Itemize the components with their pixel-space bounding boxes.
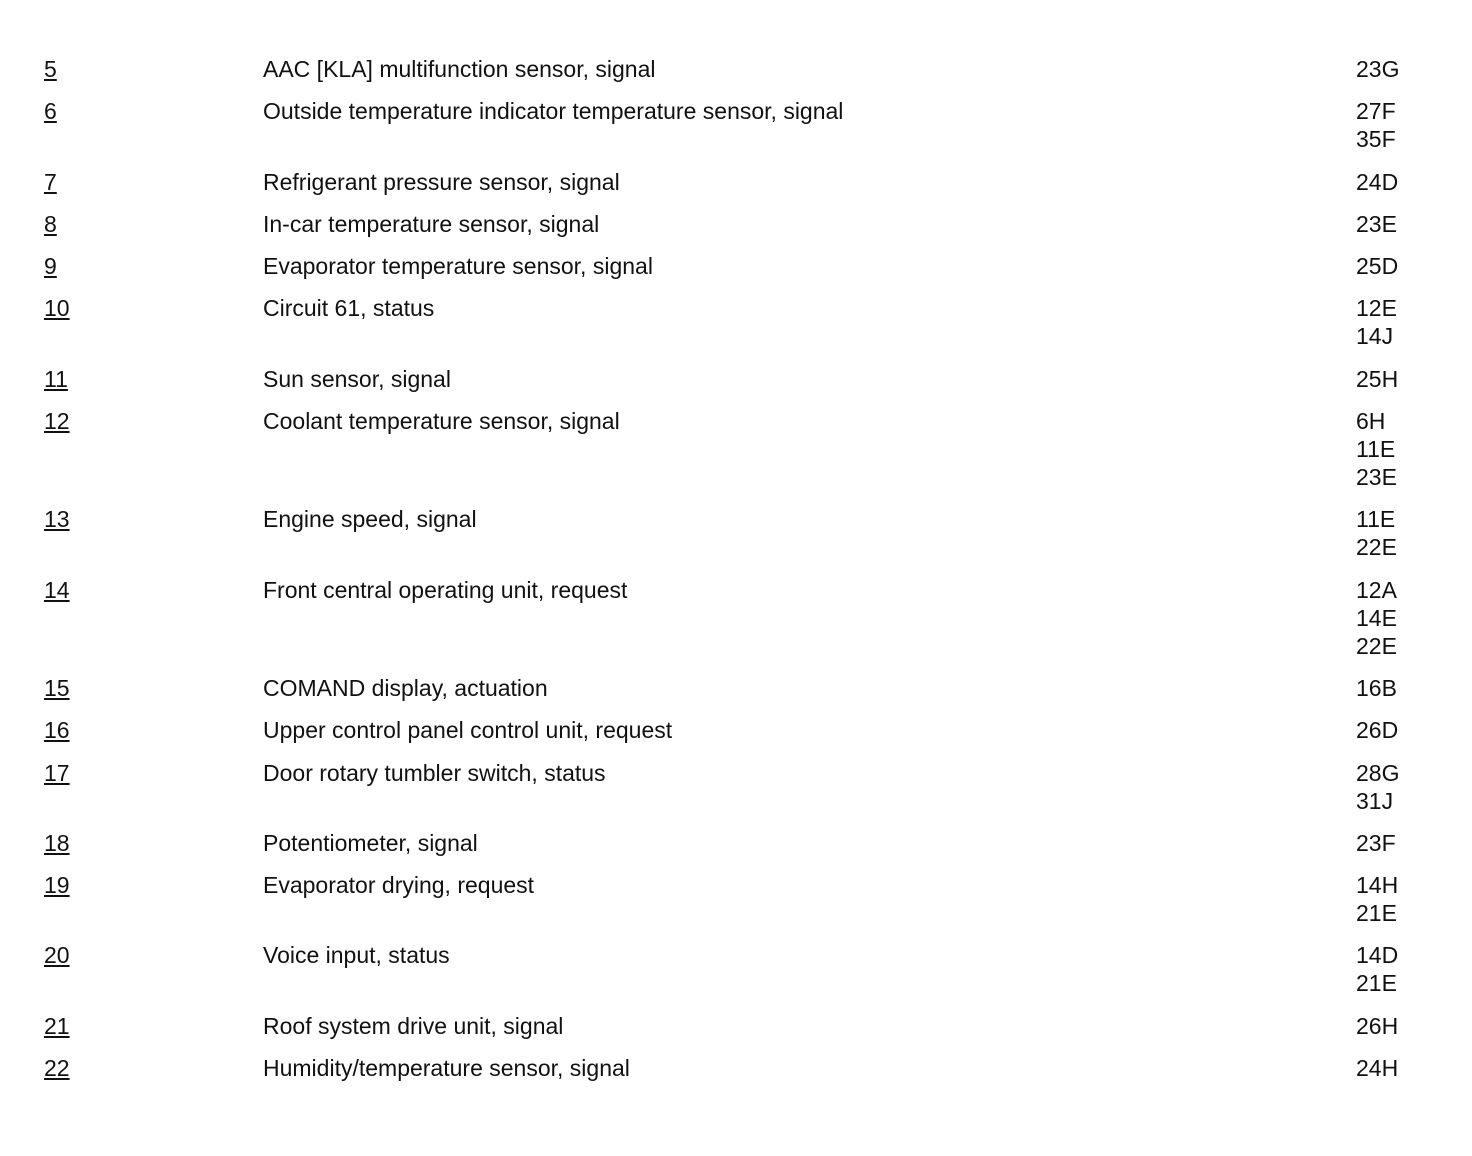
grid-reference: 14H bbox=[1356, 872, 1399, 899]
item-number-link[interactable]: 22 bbox=[44, 1055, 70, 1082]
legend-row bbox=[0, 168, 1472, 210]
item-number-link[interactable]: 10 bbox=[44, 295, 70, 322]
item-number-cell bbox=[0, 1012, 263, 1040]
grid-reference-list bbox=[1356, 829, 1456, 857]
legend-row bbox=[0, 871, 1472, 941]
item-number-cell bbox=[0, 407, 263, 435]
item-number-link[interactable]: 15 bbox=[44, 674, 70, 701]
grid-reference: 23E bbox=[1356, 464, 1397, 491]
grid-reference-list bbox=[1356, 576, 1456, 660]
legend-row bbox=[0, 252, 1472, 294]
grid-reference: 12A bbox=[1356, 576, 1397, 603]
legend-row bbox=[0, 210, 1472, 252]
legend-row bbox=[0, 365, 1472, 407]
item-number-cell bbox=[0, 97, 263, 125]
legend-row bbox=[0, 759, 1472, 829]
legend-row bbox=[0, 55, 1472, 97]
item-number-link[interactable]: 9 bbox=[44, 253, 57, 280]
item-description: Front central operating unit, request bbox=[263, 576, 628, 603]
item-number-cell bbox=[0, 505, 263, 533]
grid-reference: 12E bbox=[1356, 295, 1397, 322]
grid-reference: 22E bbox=[1356, 632, 1397, 659]
legend-row bbox=[0, 674, 1472, 716]
item-number-cell bbox=[0, 716, 263, 744]
item-number-cell bbox=[0, 168, 263, 196]
legend-row bbox=[0, 294, 1472, 364]
grid-reference-list bbox=[1356, 252, 1456, 280]
legend-row bbox=[0, 576, 1472, 674]
grid-reference-list bbox=[1356, 55, 1456, 83]
item-description: Humidity/temperature sensor, signal bbox=[263, 1055, 630, 1082]
item-description: Sun sensor, signal bbox=[263, 365, 451, 392]
grid-reference-list bbox=[1356, 505, 1456, 561]
signal-legend-list bbox=[0, 55, 1472, 1096]
grid-reference: 11E bbox=[1356, 506, 1396, 533]
grid-reference: 23G bbox=[1356, 56, 1400, 82]
grid-reference: 22E bbox=[1356, 534, 1397, 561]
grid-reference: 26H bbox=[1356, 1012, 1399, 1039]
item-description: Coolant temperature sensor, signal bbox=[263, 408, 620, 435]
grid-reference: 23F bbox=[1356, 829, 1396, 856]
item-number-link[interactable]: 12 bbox=[44, 408, 70, 435]
grid-reference-list bbox=[1356, 941, 1456, 997]
item-number-cell bbox=[0, 365, 263, 393]
item-description: Evaporator temperature sensor, signal bbox=[263, 253, 653, 280]
item-description: Engine speed, signal bbox=[263, 506, 477, 533]
item-description: Potentiometer, signal bbox=[263, 829, 478, 856]
item-description: Circuit 61, status bbox=[263, 295, 435, 322]
item-number-cell bbox=[0, 759, 263, 787]
grid-reference: 21E bbox=[1356, 970, 1397, 997]
legend-row bbox=[0, 829, 1472, 871]
grid-reference: 14E bbox=[1356, 604, 1397, 631]
grid-reference: 24H bbox=[1356, 1055, 1399, 1082]
item-description: AAC [KLA] multifunction sensor, signal bbox=[263, 56, 656, 82]
grid-reference-list bbox=[1356, 168, 1456, 196]
grid-reference: 25D bbox=[1356, 253, 1399, 280]
item-number-cell bbox=[0, 294, 263, 322]
grid-reference: 23E bbox=[1356, 210, 1397, 237]
item-number-link[interactable]: 17 bbox=[44, 759, 70, 786]
grid-reference: 21E bbox=[1356, 900, 1397, 927]
grid-reference-list bbox=[1356, 294, 1456, 350]
grid-reference: 14J bbox=[1356, 323, 1394, 350]
item-number-cell bbox=[0, 871, 263, 899]
item-number-cell bbox=[0, 941, 263, 969]
legend-row bbox=[0, 1012, 1472, 1054]
legend-row bbox=[0, 97, 1472, 167]
item-number-link[interactable]: 13 bbox=[44, 506, 70, 533]
item-number-link[interactable]: 21 bbox=[44, 1012, 70, 1039]
grid-reference: 26D bbox=[1356, 717, 1399, 744]
item-description: Refrigerant pressure sensor, signal bbox=[263, 168, 620, 195]
item-description: Upper control panel control unit, request bbox=[263, 717, 673, 744]
grid-reference-list bbox=[1356, 1012, 1456, 1040]
item-number-link[interactable]: 20 bbox=[44, 942, 70, 969]
grid-reference-list bbox=[1356, 210, 1456, 238]
item-number-link[interactable]: 19 bbox=[44, 872, 70, 899]
grid-reference: 27F bbox=[1356, 98, 1396, 125]
item-number-cell bbox=[0, 576, 263, 604]
item-number-cell bbox=[0, 55, 263, 83]
grid-reference-list bbox=[1356, 759, 1456, 815]
grid-reference: 14D bbox=[1356, 942, 1399, 969]
grid-reference-list bbox=[1356, 871, 1456, 927]
item-description: In-car temperature sensor, signal bbox=[263, 210, 600, 237]
item-number-link[interactable]: 11 bbox=[44, 365, 68, 392]
grid-reference-list bbox=[1356, 407, 1456, 491]
grid-reference: 6H bbox=[1356, 408, 1386, 435]
grid-reference-list bbox=[1356, 365, 1456, 393]
item-description: Roof system drive unit, signal bbox=[263, 1012, 564, 1039]
grid-reference: 31J bbox=[1356, 787, 1394, 814]
item-number-link[interactable]: 16 bbox=[44, 717, 70, 744]
grid-reference-list bbox=[1356, 716, 1456, 744]
legend-row bbox=[0, 1054, 1472, 1096]
item-number-link[interactable]: 7 bbox=[44, 168, 57, 195]
grid-reference: 28G bbox=[1356, 759, 1400, 786]
grid-reference: 35F bbox=[1356, 126, 1396, 153]
legend-row bbox=[0, 716, 1472, 758]
item-description: Voice input, status bbox=[263, 942, 450, 969]
item-number-link[interactable]: 5 bbox=[44, 56, 57, 82]
item-description: Door rotary tumbler switch, status bbox=[263, 759, 606, 786]
grid-reference-list bbox=[1356, 97, 1456, 153]
item-number-link[interactable]: 18 bbox=[44, 829, 70, 856]
item-description: COMAND display, actuation bbox=[263, 674, 548, 701]
item-number-link[interactable]: 8 bbox=[44, 210, 57, 237]
item-number-cell bbox=[0, 1054, 263, 1082]
legend-row bbox=[0, 407, 1472, 505]
grid-reference: 25H bbox=[1356, 365, 1399, 392]
item-description: Outside temperature indicator temperature sensor, signal bbox=[263, 98, 844, 125]
legend-row bbox=[0, 941, 1472, 1011]
item-number-cell bbox=[0, 252, 263, 280]
item-number-cell bbox=[0, 210, 263, 238]
item-number-link[interactable]: 14 bbox=[44, 576, 70, 603]
grid-reference-list bbox=[1356, 1054, 1456, 1082]
legend-row bbox=[0, 505, 1472, 575]
grid-reference: 24D bbox=[1356, 168, 1399, 195]
item-number-cell bbox=[0, 674, 263, 702]
item-number-cell bbox=[0, 829, 263, 857]
grid-reference: 16B bbox=[1356, 674, 1397, 701]
item-number-link[interactable]: 6 bbox=[44, 98, 57, 125]
grid-reference-list bbox=[1356, 674, 1456, 702]
item-description: Evaporator drying, request bbox=[263, 872, 535, 899]
grid-reference: 11E bbox=[1356, 436, 1396, 463]
